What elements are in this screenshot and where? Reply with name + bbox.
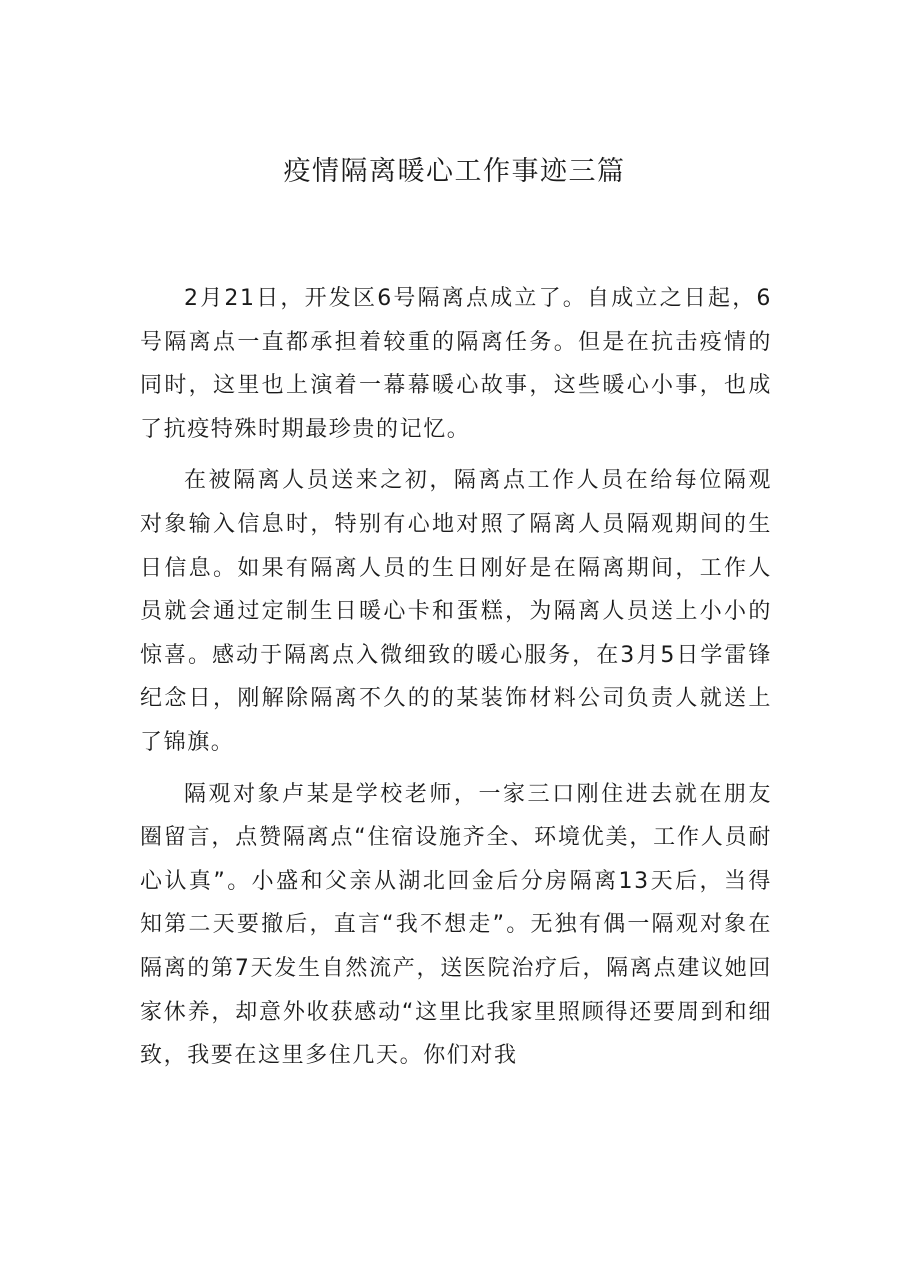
document-title: 疫情隔离暖心工作事迹三篇 [283,156,626,187]
document-body [140,277,772,1078]
paragraph-2: 在被隔离人员送来之初，隔离点工作人员在给每位隔观对象输入信息时，特别有心地对照了隔离人员隔观期间的生日信息。如果有隔离人员的生日刚好是在隔离期间，工作人员就会通过定制生日暖心卡和蛋糕，为隔离人员送上小小的惊喜。感动于隔离点入微细致的暖心服务，在3月5日学雷锋纪念日，刚解除隔离不久的的某装饰材料公司负责人就送上了锦旗。 [140,468,772,755]
paragraph-1: 2月21日，开发区6号隔离点成立了。自成立之日起，6号隔离点一直都承担着较重的隔离任务。但是在抗击疫情的同时，这里也上演着一幕幕暖心故事，这些暖心小事，也成了抗疫特殊时期最珍贵的记忆。 [140,286,772,442]
paragraph-3: 隔观对象卢某是学校老师，一家三口刚住进去就在朋友圈留言，点赞隔离点“住宿设施齐全、环境优美，工作人员耐心认真”。小盛和父亲从湖北回金后分房隔离13天后，当得知第二天要撤后，直言“我不想走”。无独有偶一隔观对象在隔离的第7天发生自然流产，送医院治疗后，隔离点建议她回家休养，却意外收获感动“这里比我家里照顾得还要周到和细致，我要在这里多住几天。你们对我 [140,781,772,1069]
